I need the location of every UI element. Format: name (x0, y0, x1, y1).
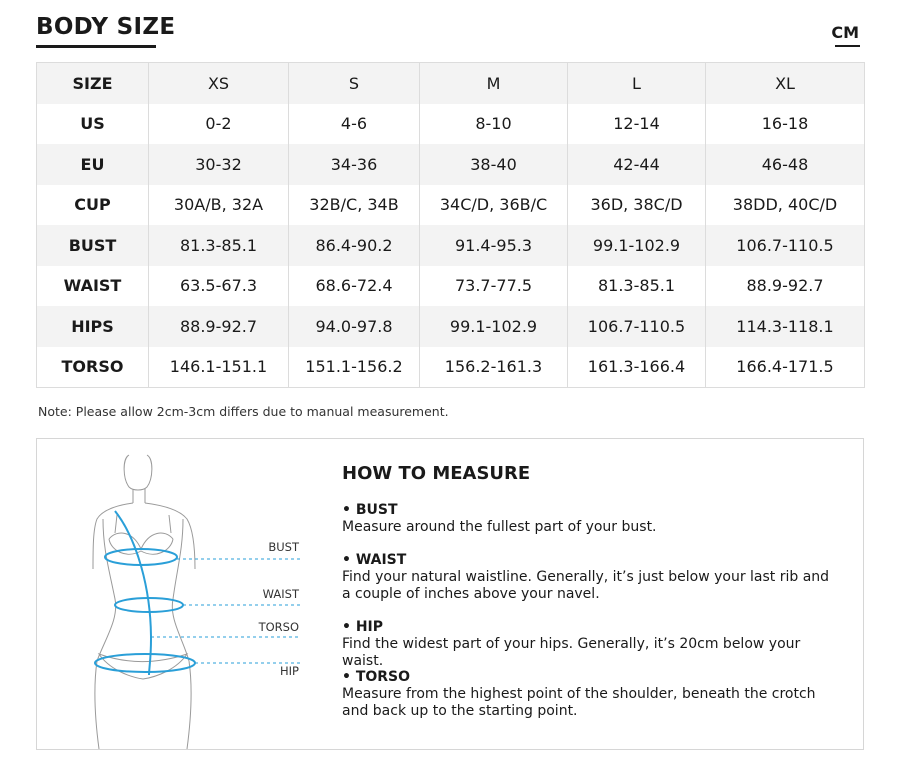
size-cell: 94.0-97.8 (289, 306, 420, 347)
size-cell: 8-10 (420, 104, 568, 145)
row-label: TORSO (37, 347, 149, 388)
size-cell: 86.4-90.2 (289, 225, 420, 266)
size-cell: 4-6 (289, 104, 420, 145)
row-label: SIZE (37, 63, 149, 104)
size-cell: 30A/B, 32A (149, 185, 289, 226)
size-table (36, 62, 865, 388)
row-label: CUP (37, 185, 149, 226)
size-cell: 146.1-151.1 (149, 347, 289, 388)
size-cell: XS (149, 63, 289, 104)
size-cell: XL (706, 63, 865, 104)
measure-item-heading: • WAIST (342, 552, 407, 568)
unit-underline (835, 45, 860, 47)
measure-item-description: Measure around the fullest part of your bust. (342, 519, 657, 535)
size-cell: 73.7-77.5 (420, 266, 568, 307)
size-cell: 38-40 (420, 144, 568, 185)
size-cell: 91.4-95.3 (420, 225, 568, 266)
how-to-measure-title: HOW TO MEASURE (342, 463, 531, 484)
figure-label-bust: BUST (268, 540, 299, 554)
measure-item-description: Find your natural waistline. Generally, it’s just below your last rib and a couple of inches above your navel. (342, 569, 830, 602)
size-cell: 114.3-118.1 (706, 306, 865, 347)
size-cell: S (289, 63, 420, 104)
size-table-row (37, 104, 865, 145)
size-cell: 88.9-92.7 (706, 266, 865, 307)
page-title: BODY SIZE (36, 14, 176, 40)
size-cell: 36D, 38C/D (568, 185, 706, 226)
size-table-row (37, 185, 865, 226)
measure-item-hip (342, 619, 842, 670)
size-table-row (37, 306, 865, 347)
size-cell: M (420, 63, 568, 104)
row-label: US (37, 104, 149, 145)
size-cell: 32B/C, 34B (289, 185, 420, 226)
figure-label-torso: TORSO (258, 620, 299, 634)
size-cell: 63.5-67.3 (149, 266, 289, 307)
measure-item-torso (342, 669, 842, 720)
size-cell: 34C/D, 36B/C (420, 185, 568, 226)
size-cell: 68.6-72.4 (289, 266, 420, 307)
size-cell: 99.1-102.9 (420, 306, 568, 347)
title-underline (36, 45, 156, 48)
measurement-note: Note: Please allow 2cm-3cm differs due to manual measurement. (38, 404, 449, 419)
row-label: BUST (37, 225, 149, 266)
size-table-row (37, 144, 865, 185)
size-cell: 12-14 (568, 104, 706, 145)
row-label: WAIST (37, 266, 149, 307)
size-cell: 106.7-110.5 (706, 225, 865, 266)
size-cell: 42-44 (568, 144, 706, 185)
figure-label-waist: WAIST (262, 587, 299, 601)
row-label: HIPS (37, 306, 149, 347)
row-label: EU (37, 144, 149, 185)
size-cell: 166.4-171.5 (706, 347, 865, 388)
size-cell: 151.1-156.2 (289, 347, 420, 388)
measure-item-heading: • BUST (342, 502, 398, 518)
size-cell: 161.3-166.4 (568, 347, 706, 388)
size-table-row (37, 225, 865, 266)
size-table-row (37, 63, 865, 104)
size-cell: 46-48 (706, 144, 865, 185)
measure-item-heading: • HIP (342, 619, 384, 635)
size-cell: 88.9-92.7 (149, 306, 289, 347)
size-cell: 156.2-161.3 (420, 347, 568, 388)
size-cell: 81.3-85.1 (149, 225, 289, 266)
size-table-row (37, 347, 865, 388)
size-table-row (37, 266, 865, 307)
figure-label-hip: HIP (280, 664, 299, 678)
unit-label[interactable]: CM (831, 23, 859, 42)
size-cell: 99.1-102.9 (568, 225, 706, 266)
measure-item-heading: • TORSO (342, 669, 411, 685)
size-cell: 0-2 (149, 104, 289, 145)
size-cell: 16-18 (706, 104, 865, 145)
size-cell: 38DD, 40C/D (706, 185, 865, 226)
how-to-measure-panel (36, 438, 864, 750)
measure-item-bust (342, 502, 842, 536)
size-cell: 34-36 (289, 144, 420, 185)
size-cell: 30-32 (149, 144, 289, 185)
measure-item-description: Find the widest part of your hips. Generally, it’s 20cm below your waist. (342, 636, 801, 669)
size-cell: L (568, 63, 706, 104)
measure-item-waist (342, 552, 842, 603)
size-cell: 106.7-110.5 (568, 306, 706, 347)
measure-item-description: Measure from the highest point of the shoulder, beneath the crotch and back up to the starting point. (342, 686, 816, 719)
size-cell: 81.3-85.1 (568, 266, 706, 307)
